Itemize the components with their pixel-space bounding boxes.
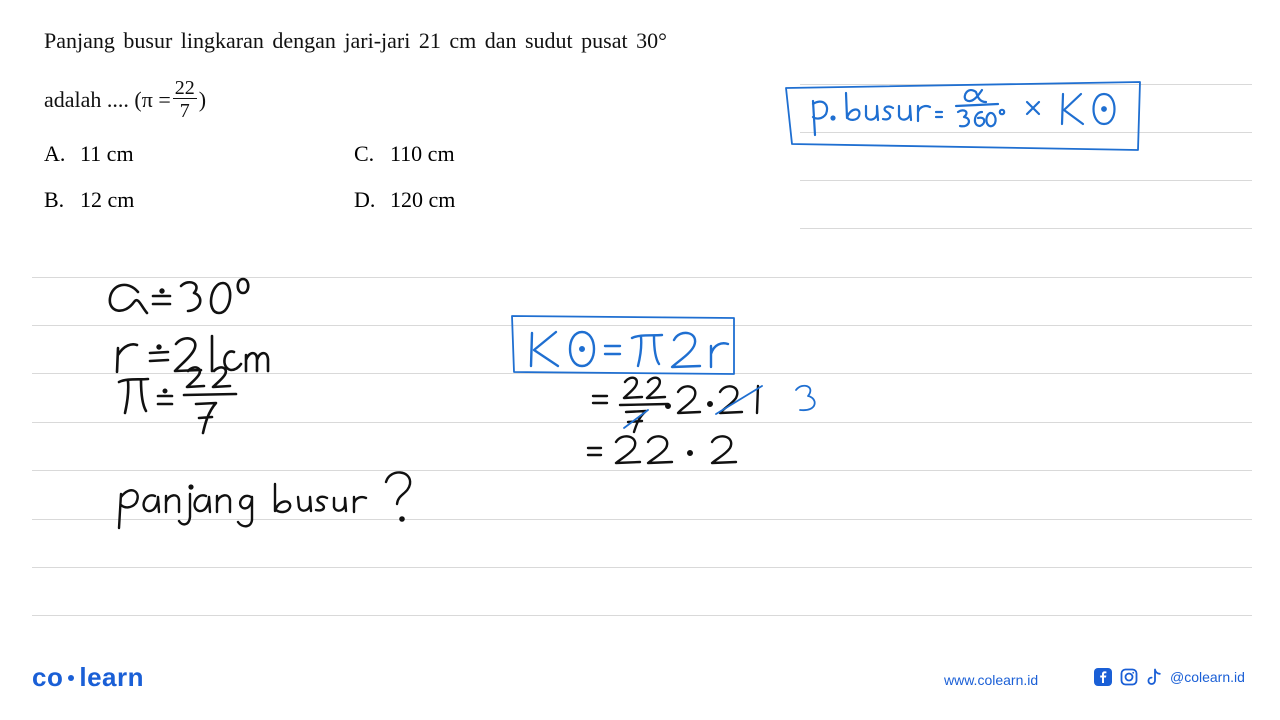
given-pi [119,367,236,433]
option-text: 120 cm [390,187,456,212]
option-text: 110 cm [390,141,455,166]
option-text: 12 cm [80,187,135,212]
question-note [119,472,410,528]
option-label: D. [354,187,376,212]
tiktok-icon[interactable] [1146,668,1162,686]
facebook-icon[interactable] [1094,668,1112,686]
question-text: Panjang busur lingkaran dengan jari-jari 21 cm dan sudut pusat 30° [44,28,667,53]
social-links [1094,668,1245,686]
logo-part1: co [32,662,64,692]
social-handle[interactable]: @colearn.id [1170,669,1245,685]
question-suffix: ) [198,86,207,112]
ko-box [512,316,734,374]
formula-box [786,82,1140,150]
calculation-step1 [593,378,815,432]
option-label: B. [44,187,65,212]
option-text: 11 cm [80,141,134,166]
option-label: A. [44,141,66,166]
question-prefix: adalah .... (π = [44,86,171,112]
colearn-logo[interactable] [32,662,144,693]
logo-part2: learn [79,662,144,692]
calculation-step2 [588,436,736,463]
pi-denominator: 7 [179,100,190,122]
instagram-icon[interactable] [1120,668,1138,686]
option-label: C. [354,141,375,166]
given-alpha [110,279,248,313]
logo-dot [68,675,74,681]
pi-numerator: 22 [174,77,195,99]
website-link[interactable]: www.colearn.id [944,672,1039,688]
